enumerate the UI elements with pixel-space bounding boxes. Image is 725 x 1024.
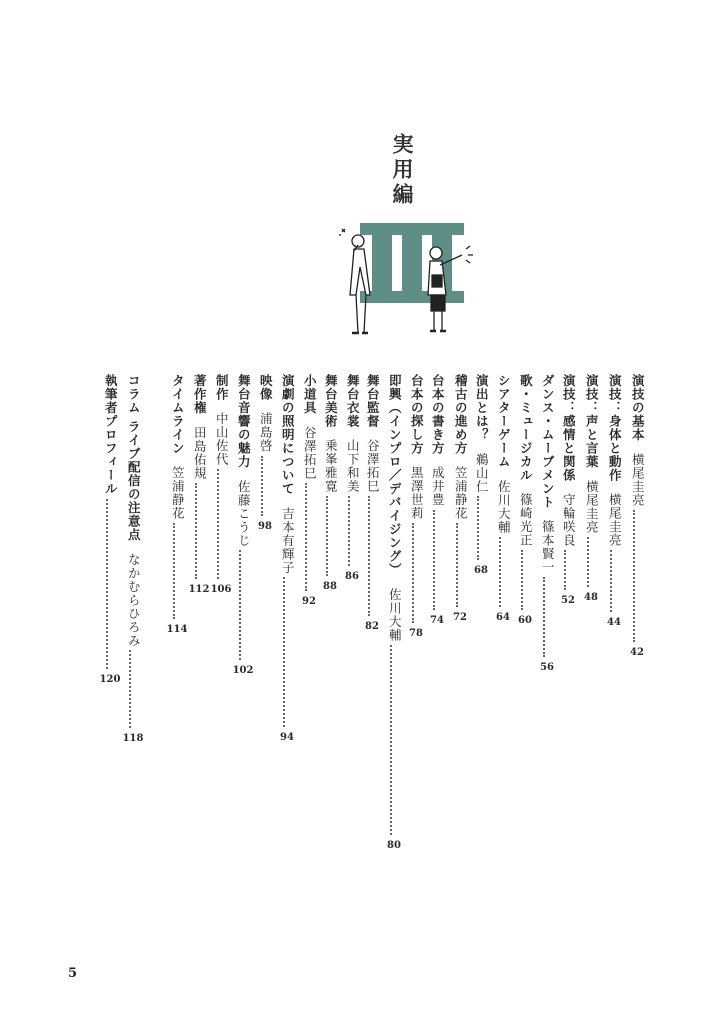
toc-entry[interactable]: [382, 374, 406, 851]
toc-leader-dots: [433, 510, 441, 610]
toc-entry-title: 台本の書き方: [430, 374, 446, 455]
toc-leader-dots: [326, 496, 334, 576]
section-emblem: [332, 215, 492, 340]
toc-entry[interactable]: [209, 374, 233, 595]
toc-entry-title: 小道具: [302, 374, 318, 415]
toc-entry[interactable]: [469, 374, 493, 576]
toc-entry-page: 118: [122, 733, 144, 745]
toc-entry[interactable]: [513, 374, 537, 626]
toc-entry[interactable]: [340, 374, 364, 582]
toc-entry-author: 乗峯雅寛: [323, 439, 339, 494]
toc-entry-page: 42: [630, 646, 644, 658]
toc-entry-author: 笠浦静花: [453, 466, 469, 521]
toc-entry-page: 64: [496, 611, 510, 623]
toc-entry-title: 舞台美術: [323, 374, 339, 428]
toc-entry-title: 演技：感情と関係: [561, 374, 577, 482]
toc-entry-title: 舞台衣裳: [345, 374, 361, 428]
toc-entry-title: 演劇の照明について: [280, 374, 296, 496]
toc-entry[interactable]: [404, 374, 428, 639]
toc-entry[interactable]: [579, 374, 603, 603]
toc-entry-title: 演技：声と言葉: [584, 374, 600, 469]
toc-entry-title: 即興（インプロ／デバイジング）: [387, 374, 403, 577]
toc-entry[interactable]: [625, 374, 649, 658]
toc-entry-author: 田島佑規: [192, 425, 208, 480]
toc-entry-author: 山下和美: [345, 439, 361, 494]
toc-entry-title: 演出とは？: [474, 374, 490, 442]
toc-leader-dots: [477, 496, 485, 560]
toc-entry-page: 60: [518, 615, 532, 627]
toc-leader-dots: [217, 469, 225, 579]
toc-entry-author: 吉本有輝子: [280, 506, 296, 575]
toc-entry-author: 横尾圭亮: [584, 479, 600, 534]
toc-entry-author: 横尾圭亮: [607, 493, 623, 548]
toc-entry-author: 篠崎光正: [518, 493, 534, 548]
toc-entry[interactable]: [253, 374, 277, 532]
toc-entry-page: 98: [258, 520, 272, 532]
toc-leader-dots: [587, 537, 595, 587]
toc-entry-page: 114: [166, 624, 188, 636]
toc-entry-page: 112: [188, 583, 210, 595]
toc-entry[interactable]: [121, 374, 145, 744]
toc-entry[interactable]: [425, 374, 449, 626]
toc-leader-dots: [173, 523, 181, 619]
toc-leader-dots: [195, 483, 203, 579]
toc-entry-title: 著作権: [192, 374, 208, 415]
toc-entry-title: タイムライン: [170, 374, 186, 455]
toc-leader-dots: [129, 650, 137, 728]
toc-entry-author: 篠本賢一: [540, 520, 556, 575]
roman-numeral-three-icon: [360, 223, 464, 303]
toc-entry-title: 舞台監督: [365, 374, 381, 428]
toc-entry-page: 78: [409, 628, 423, 640]
toc-entry-title: 台本の探し方: [409, 374, 425, 455]
toc-entry-author: 谷澤拓巳: [365, 439, 381, 494]
toc-entry[interactable]: [535, 374, 559, 673]
toc-entry-page: 80: [387, 839, 401, 851]
toc-entry[interactable]: [231, 374, 255, 676]
toc-leader-dots: [610, 550, 618, 612]
toc-entry-page: 72: [453, 612, 467, 624]
toc-entry-title: 舞台音響の魅力: [236, 374, 252, 469]
toc-entry-author: 成井豊: [430, 466, 446, 507]
toc-leader-dots: [239, 550, 247, 660]
toc-entry-title: 演技：身体と動作: [607, 374, 623, 482]
toc-entry-title: 執筆者プロフィール: [103, 374, 119, 496]
page-number: 5: [68, 966, 78, 981]
thinking-person-icon: [339, 229, 370, 333]
toc-entry-title: コラム ライブ配信の注意点: [126, 374, 142, 542]
toc-leader-dots: [412, 523, 420, 623]
toc-entry-page: 52: [561, 595, 575, 607]
toc-entry-title: 稽古の進め方: [453, 374, 469, 455]
toc-leader-dots: [633, 510, 641, 642]
toc-leader-dots: [368, 496, 376, 616]
toc-entry-page: 120: [99, 673, 121, 685]
toc-entry-author: 佐川大輔: [496, 479, 512, 534]
toc-leader-dots: [390, 645, 398, 835]
toc-entry-author: 佐藤こうじ: [236, 479, 252, 548]
toc-entry-title: 映像: [258, 374, 274, 401]
toc-entry-page: 86: [345, 571, 359, 583]
toc-entry[interactable]: [448, 374, 472, 623]
toc-entry-author: 笠浦静花: [170, 466, 186, 521]
toc-entry[interactable]: [297, 374, 321, 607]
toc-entry[interactable]: [98, 374, 122, 685]
toc-entry-author: 浦島啓: [258, 412, 274, 453]
toc-entry-page: 44: [607, 617, 621, 629]
toc-leader-dots: [261, 456, 269, 516]
toc-leader-dots: [305, 483, 313, 591]
toc-entry-page: 106: [210, 584, 232, 596]
toc-entry-page: 48: [584, 591, 598, 603]
toc-entry[interactable]: [556, 374, 580, 606]
toc-leader-dots: [348, 496, 356, 566]
toc-leader-dots: [521, 550, 529, 610]
toc-entry-author: 佐川大輔: [387, 587, 403, 642]
toc-entry-page: 68: [474, 565, 488, 577]
toc-entry-title: ダンス・ムーブメント: [540, 374, 556, 509]
toc-entry-author: 黒澤世莉: [409, 466, 425, 521]
toc-entry-page: 102: [232, 665, 254, 677]
toc-leader-dots: [283, 577, 291, 727]
toc-leader-dots: [564, 550, 572, 590]
toc-entry-page: 74: [430, 614, 444, 626]
toc-entry-page: 56: [540, 662, 554, 674]
toc-entry-author: 横尾圭亮: [630, 452, 646, 507]
toc-entry[interactable]: [165, 374, 189, 635]
toc-entry[interactable]: [275, 374, 299, 743]
section-title: 実用編: [390, 133, 415, 208]
toc-entry-author: なかむらひろみ: [126, 552, 142, 648]
toc-leader-dots: [106, 499, 114, 669]
toc-entry-page: 94: [280, 732, 294, 744]
toc-leader-dots: [456, 523, 464, 607]
toc-entry-page: 92: [302, 595, 316, 607]
toc-entry-title: 演技の基本: [630, 374, 646, 442]
toc-entry-author: 鵜山仁: [474, 452, 490, 494]
toc-entry-title: シアターゲーム: [496, 374, 512, 469]
toc-entry[interactable]: [602, 374, 626, 628]
toc-entry-author: 守輪咲良: [561, 493, 577, 548]
toc-entry[interactable]: [187, 374, 211, 595]
toc-leader-dots: [543, 577, 551, 657]
toc-entry-author: 中山佐代: [214, 412, 230, 467]
toc-entry-title: 制作: [214, 374, 230, 401]
toc-entry-author: 谷澤拓巳: [302, 425, 318, 480]
toc-entry-page: 88: [323, 581, 337, 593]
toc-entry[interactable]: [318, 374, 342, 592]
toc-leader-dots: [499, 537, 507, 607]
toc-entry-title: 歌・ミュージカル: [518, 374, 534, 482]
toc-entry-page: 82: [365, 621, 379, 633]
toc-entry[interactable]: [491, 374, 515, 623]
